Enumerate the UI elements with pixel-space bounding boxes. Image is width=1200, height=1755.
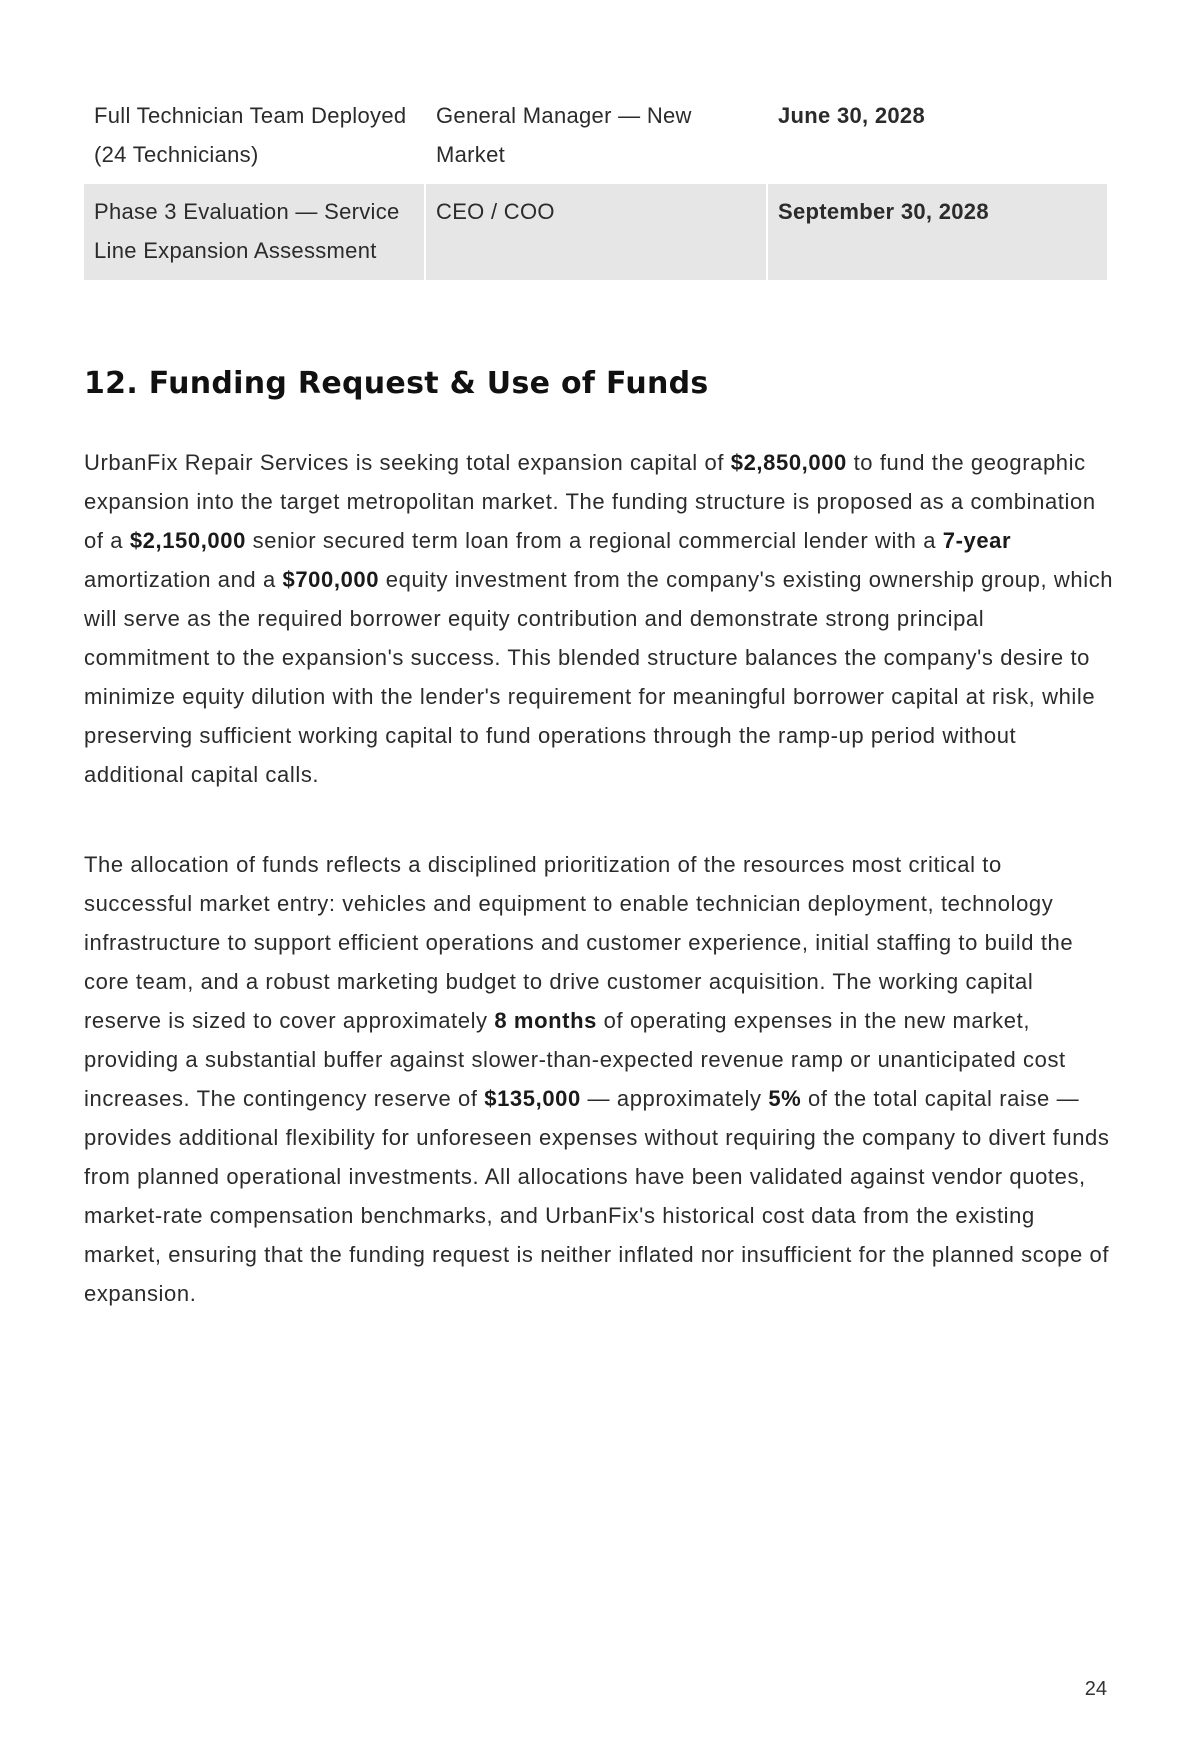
page-number: 24: [1084, 1678, 1107, 1700]
date-cell: June 30, 2028: [767, 88, 1107, 184]
milestone-cell: Phase 3 Evaluation — Service Line Expansion Assessment: [84, 184, 425, 280]
body-paragraph: [84, 845, 1114, 1313]
paragraph-text: UrbanFix Repair Services is seeking total expansion capital of: [84, 450, 731, 475]
body-paragraph: [84, 443, 1114, 794]
milestone-cell: Full Technician Team Deployed (24 Technicians): [94, 103, 407, 167]
paragraph-text: equity investment from the company's existing ownership group, which will serve as the required borrower equity contribution and demonstrate strong principal commitment to the expansion's success. This blended structure balances the company's desire to minimize equity dilution with the lender's requirement for meaningful borrower capital at risk, while preserving sufficient working capital to fund operations through the ramp-up period without additional capital calls.: [84, 567, 1114, 787]
bold-amount: $700,000: [282, 567, 380, 592]
section-heading: 12. Funding Request & Use of Funds: [84, 366, 709, 401]
owner-cell: CEO / COO: [425, 184, 767, 280]
bold-amount: $135,000: [484, 1086, 581, 1111]
bold-amount: $2,850,000: [730, 450, 847, 475]
paragraph-text: of the total capital raise — provides additional flexibility for unforeseen expenses without requiring the company to divert funds from planned operational investments. All allocations have been validated against vendor quotes, market-rate compensation benchmarks, and UrbanFix's historical cost data from the existing market, ensuring that the funding request is neither inflated nor insufficient for the planned scope of expansion.: [84, 1086, 1110, 1306]
paragraph-text: The allocation of funds reflects a disciplined prioritization of the resources most critical to successful market entry: vehicles and equipment to enable technician deployment, technology infrastructure to support efficient operations and customer experience, initial staffing to build the core team, and a robust marketing budget to drive customer acquisition. The working capital reserve is sized to cover approximately: [84, 852, 1074, 1033]
paragraph-text: — approximately: [580, 1086, 769, 1111]
table-row: [84, 184, 1107, 280]
table-row: [84, 88, 1107, 184]
paragraph-text: senior secured term loan from a regional commercial lender with a: [245, 528, 943, 553]
owner-cell: General Manager — New Market: [425, 88, 767, 184]
date-cell: September 30, 2028: [767, 184, 1107, 280]
milestone-table: [84, 88, 1107, 280]
bold-term: 8 months: [494, 1008, 597, 1033]
paragraph-text: amortization and a: [84, 567, 283, 592]
bold-term: 7-year: [942, 528, 1012, 553]
bold-percent: 5%: [768, 1086, 802, 1111]
bold-amount: $2,150,000: [129, 528, 246, 553]
paragraph-text: to fund the geographic expansion into the target metropolitan market. The funding structure is proposed as a combination of a: [84, 450, 1096, 553]
paragraph-text: of operating expenses in the new market, providing a substantial buffer against slower-than-expected revenue ramp or unanticipated cost increases. The contingency reserve of: [84, 1008, 1066, 1111]
